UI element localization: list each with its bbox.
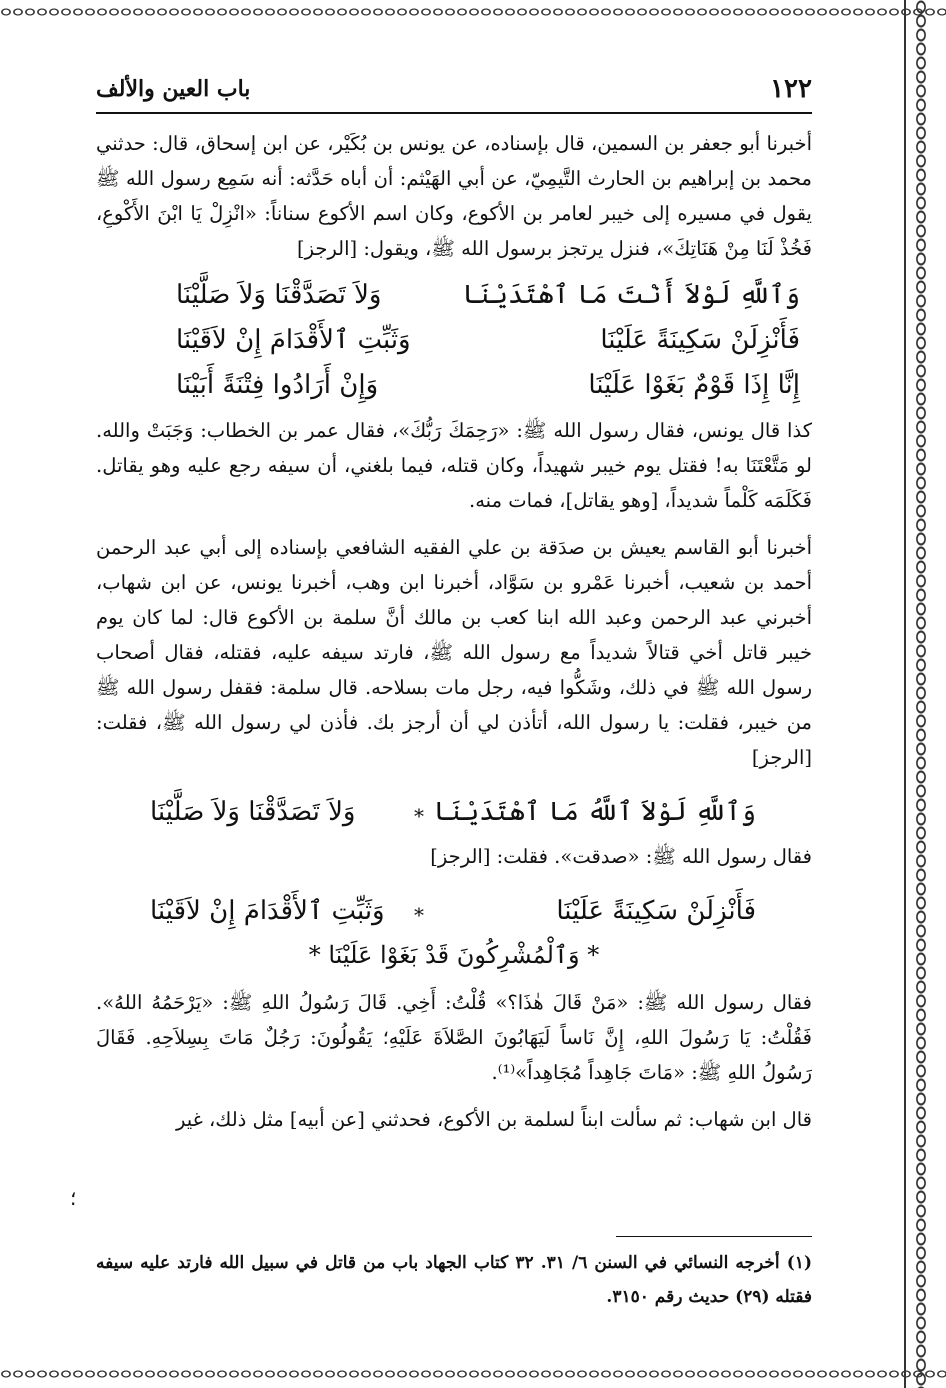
paragraph-1: أخبرنا أبو جعفر بن السمين، قال بإسناده، عن يونس بن بُكَيْر، عن ابن إسحاق، قال: حدثني محمد بن إبراهيم بن الحارث التَّيمِيّ، عن أبي الهَيْثم: أن أباه حَدَّثه: أنه سَمِع رسول الله ﷺ يقول في مسيره إلى خيبر لعامر بن الأكوع، وكان اسم الأكوع سناناً: «انْزِلْ يَا ابْنَ الأَكْوعِ، فَخُذْ لَنَا مِنْ هَنَاتِكَ»، فنزل يرتجز برسول الله ﷺ، ويقول: [الرجز] bbox=[96, 132, 812, 260]
ornamental-border-bottom bbox=[0, 1362, 946, 1386]
verse-second-hemistich: وَلاَ تَصَدَّقْنَا وَلاَ صَلَّيْنَا bbox=[150, 797, 356, 827]
page-header bbox=[96, 72, 812, 114]
verse-first-hemistich: إِنَّا إِذَا قَوْمٌ بَغَوْا عَلَيْنَا bbox=[588, 370, 800, 400]
verse-line bbox=[96, 886, 812, 938]
paragraph-3: أخبرنا أبو القاسم يعيش بن صدَقة بن علي الفقيه الشافعي بإسناده إلى أبي عبد الرحمن أحمد بن شعيب، أخبرنا عَمْرو بن سَوَّاد، أخبرنا ابن وهب، أخبرنا يونس، عن ابن شهاب، أخبرني عبد الرحمن وعبد الله ابنا كعب بن مالك أنَّ سلمة بن الأكوع قال: لما كان يوم خيبر قاتل أخي قتالاً شديداً مع رسول الله ﷺ، فارتد سيفه عليه، فقتله، فقال أصحاب رسول الله ﷺ في ذلك، وشَكُّوا فيه، رجل مات بسلاحه. قال سلمة: فقفل رسول الله ﷺ من خيبر، فقلت: يا رسول الله، أتأذن لي أن أرجز بك. فأذن لي رسول الله ﷺ، فقلت: [الرجز] bbox=[96, 536, 812, 769]
paragraph-4: فقال رسول الله ﷺ: «مَنْ قَالَ هٰذَا؟» قُلْتُ: أَخِي. قَالَ رَسُولُ اللهِ ﷺ: «يَرْحَمُهُ اللهُ». فَقُلْتُ: يَا رَسُولَ اللهِ، إِنَّ نَاساً لَيَهَابُونَ الصَّلاَةَ عَلَيْهِ؛ يَقُولُونَ: رَجُلٌ مَاتَ بِسِلاَحِهِ. فَقَالَ رَسُولُ اللهِ ﷺ: «مَاتَ جَاهِداً مُجَاهِداً»⁽¹⁾. bbox=[96, 991, 812, 1084]
page-number: ١٢٢ bbox=[770, 74, 812, 104]
verse-second-hemistich: وَإِنْ أَرَادُوا فِتْنَةً أَبَيْنَا bbox=[176, 370, 379, 400]
verse-second-hemistich: وَلاَ تَصَدَّقْنَا وَلاَ صَلَّيْنَا bbox=[176, 280, 382, 310]
chapter-title: باب العين والألف bbox=[96, 76, 251, 102]
verse-first-hemistich: فَأَنْزِلَنْ سَكِينَةً عَلَيْنَا bbox=[600, 325, 800, 355]
verse-line bbox=[96, 787, 812, 839]
verse-single-hemistich: * وَٱلْمُشْرِكُونَ قَدْ بَغَوْا عَلَيْنَا * bbox=[308, 941, 600, 969]
paragraph-2: كذا قال يونس، فقال رسول الله ﷺ: «رَحِمَكَ رَبُّكَ»، فقال عمر بن الخطاب: وَجَبَتْ والله. لو مَتَّعْتَنَا به! فقتل يوم خيبر شهيداً، وكان قتله، فيما بلغني، أن سيفه رجع عليه وهو يقاتل. فَكَلَمَه كَلْماً شديداً، [وهو يقاتل]، فمات منه. bbox=[96, 419, 812, 512]
verse-first-hemistich: وَٱللَّهِ لَوْلاَ أَنْتَ مَا ٱهْتَدَيْنَا bbox=[462, 280, 800, 310]
footnote-separator bbox=[616, 1236, 812, 1237]
ornamental-border-right bbox=[904, 0, 936, 1388]
verse-line bbox=[96, 278, 812, 323]
verse-line bbox=[96, 323, 812, 368]
ornamental-border-top bbox=[0, 0, 946, 24]
verse-separator-star: * bbox=[414, 804, 424, 828]
page-body bbox=[96, 126, 812, 1149]
paragraph-5: قال ابن شهاب: ثم سألت ابناً لسلمة بن الأكوع، فحدثني [عن أبيه] مثل ذلك، غير bbox=[175, 1108, 812, 1131]
verse-first-hemistich: فَأَنْزِلَنْ سَكِينَةً عَلَيْنَا bbox=[556, 896, 756, 926]
verse-line bbox=[96, 368, 812, 413]
verse-second-hemistich: وَثَبِّتِ ٱلأَقْدَامَ إِنْ لاَقَيْنَا bbox=[176, 325, 411, 355]
footnote: (١) أخرجه النسائي في السنن ٦/ ٣١. ٣٢ كتاب الجهاد باب من قاتل في سبيل الله فارتد عليه سيفه فقتله (٢٩) حديث رقم ٣١٥٠. bbox=[96, 1253, 812, 1307]
verse-first-hemistich: وَٱللَّهِ لَوْلاَ ٱللَّهُ مَا ٱهْتَدَيْنَا bbox=[433, 797, 756, 827]
verse-second-hemistich: وَثَبِّتِ ٱلأَقْدَامَ إِنْ لاَقَيْنَا bbox=[150, 896, 385, 926]
narration-line: فقال رسول الله ﷺ: «صدقت». فقلت: [الرجز] bbox=[430, 845, 812, 868]
verse-separator-star: * bbox=[414, 903, 424, 927]
margin-mark: ؛ bbox=[70, 1186, 77, 1210]
